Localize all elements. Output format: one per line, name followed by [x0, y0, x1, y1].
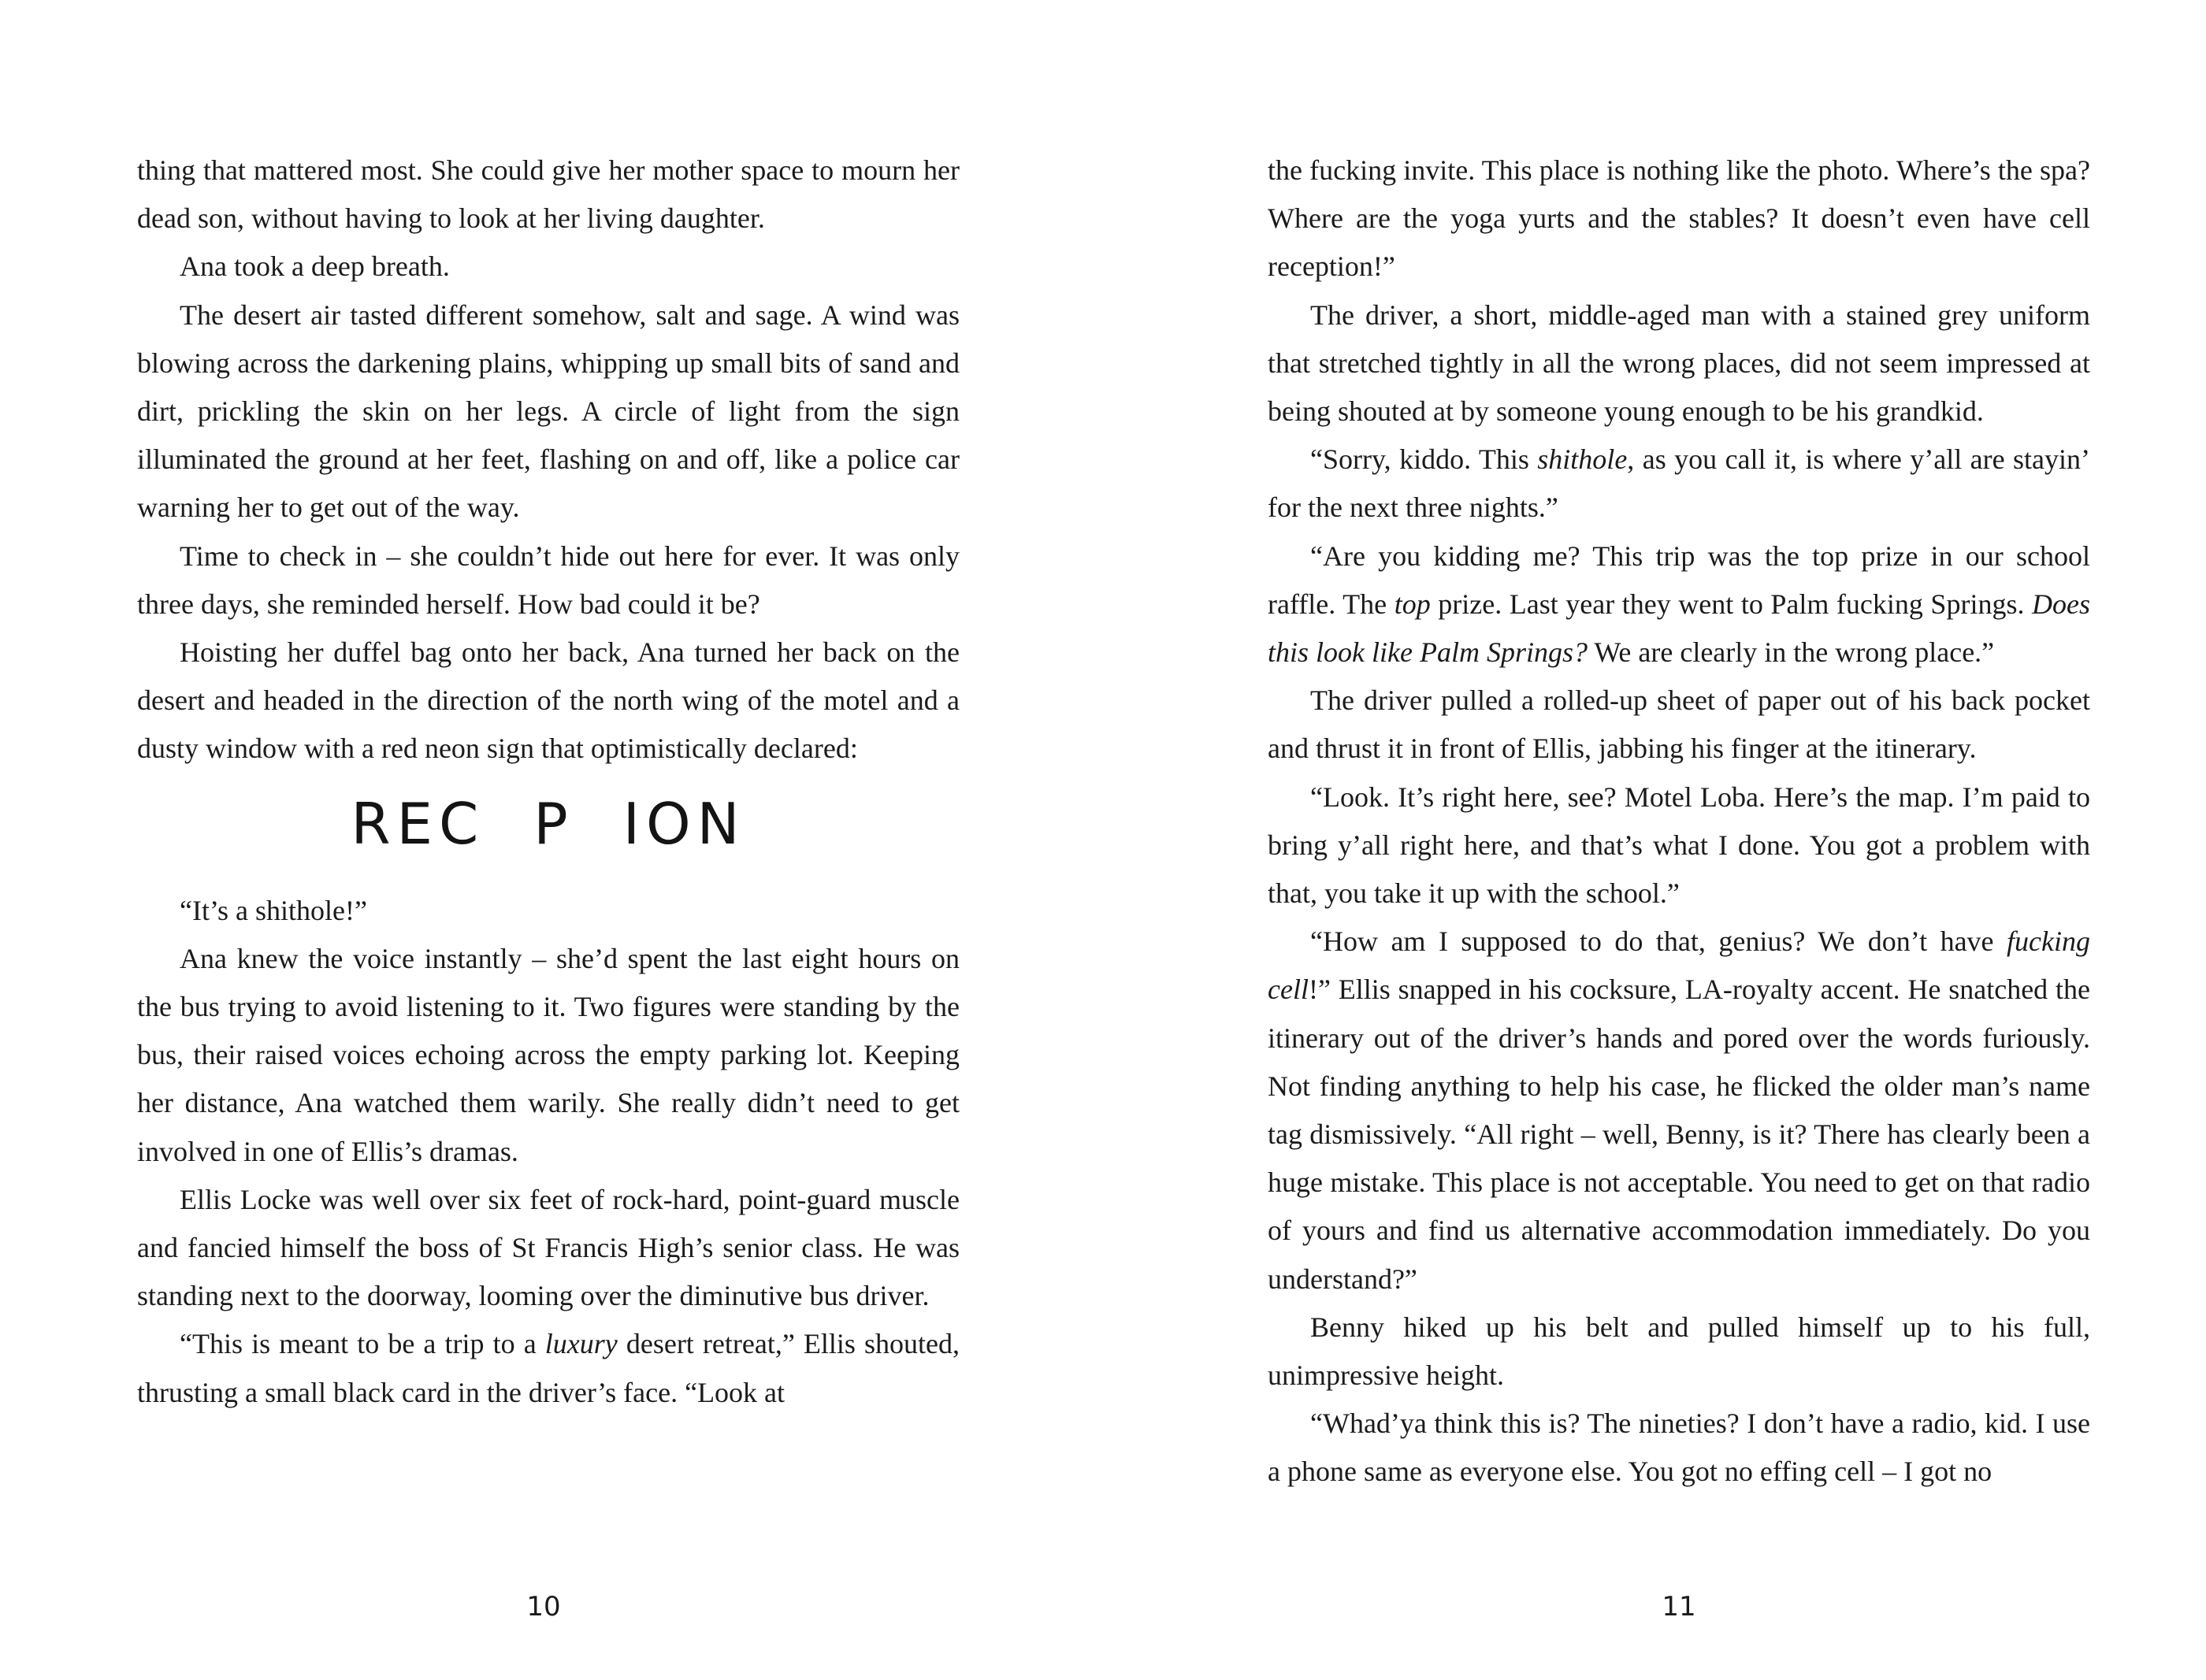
text-run: the fucking invite. This place is nothing like the photo. Where’s the spa? Where are the yoga yurts and the stables? It doesn’t even have cell reception!” [1268, 154, 2090, 283]
text-run: We are clearly in the wrong place.” [1587, 636, 1995, 669]
right-page [1268, 146, 2090, 1496]
paragraph [137, 291, 960, 532]
text-run: Benny hiked up his belt and pulled himself up to his full, unimpressive height. [1268, 1311, 2090, 1392]
text-run: Hoisting her duffel bag onto her back, Ana turned her back on the desert and headed in the direction of the north wing of the motel and a dusty window with a red neon sign that optimistically declared: [137, 636, 960, 765]
text-run: Time to check in – she couldn’t hide out here for ever. It was only three days, she reminded herself. How bad could it be? [137, 540, 960, 620]
text-run: “Whad’ya think this is? The nineties? I don’t have a radio, kid. I use a phone same as everyone else. You got no effing cell – I got no [1268, 1407, 2090, 1488]
italic-text: luxury [544, 1328, 618, 1360]
paragraph [1268, 1400, 2090, 1496]
text-run: desert retreat,” Ellis shouted, thrusting a small black card in the driver’s face. “Look at [137, 1328, 960, 1408]
sign-part: ION [622, 790, 746, 857]
right-page-body [1268, 146, 2090, 1496]
text-run: prize. Last year they went to Palm fucking Springs. [1430, 588, 2032, 620]
text-run: The desert air tasted different somehow, salt and sage. A wind was blowing across the darkening plains, whipping up small bits of sand and dirt, prickling the skin on her legs. A circle of light from the sign illuminated the ground at her feet, flashing on and off, like a police car warning her to get out of the way. [137, 299, 960, 524]
text-run: “Look. It’s right here, see? Motel Loba. Here’s the map. I’m paid to bring y’all right here, and that’s what I done. You got a problem with that, you take it up with the school.” [1268, 781, 2090, 910]
paragraph [137, 629, 960, 773]
text-run: “How am I supposed to do that, genius? We don’t have [1310, 925, 2007, 958]
left-page-body-bottom [137, 887, 960, 1417]
paragraph [137, 1320, 960, 1416]
italic-text: shithole [1537, 443, 1628, 476]
text-run: Ana took a deep breath. [180, 250, 450, 283]
text-run: “Sorry, kiddo. This [1310, 443, 1538, 476]
paragraph [1268, 773, 2090, 918]
text-run: “Are you kidding me? This trip was the top prize in our school raffle. The [1268, 540, 2090, 620]
paragraph [1268, 677, 2090, 773]
text-run: The driver pulled a rolled-up sheet of paper out of his back pocket and thrust it in front of Ellis, jabbing his finger at the itinerary. [1268, 684, 2090, 765]
italic-text: top [1394, 588, 1431, 620]
text-run: Ana knew the voice instantly – she’d spent the last eight hours on the bus trying to avoid listening to it. Two figures were standing by the bus, their raised voices echoing across the empty parking lot. Keeping her distance, Ana watched them warily. She really didn’t need to get involved in one of Ellis’s dramas. [137, 942, 960, 1167]
text-run: “It’s a shithole!” [180, 894, 367, 926]
page-number-right: 11 [1662, 1591, 1696, 1623]
italic-text: Does this look like Palm Springs? [1268, 588, 2090, 669]
text-run: “This is meant to be a trip to a [180, 1328, 545, 1360]
left-page-body-top [137, 146, 960, 773]
text-run: thing that mattered most. She could give her mother space to mourn her dead son, without having to look at her living daughter. [137, 154, 960, 235]
sign-part: P [533, 790, 574, 857]
paragraph [137, 935, 960, 1176]
italic-text: fucking cell [1268, 925, 2090, 1006]
paragraph [1268, 918, 2090, 1304]
paragraph [137, 146, 960, 243]
text-run: , as you call it, is where y’all are stayin’ for the next three nights.” [1268, 443, 2090, 524]
paragraph [1268, 146, 2090, 291]
text-run: !” Ellis snapped in his cocksure, LA-royalty accent. He snatched the itinerary out of the driver’s hands and pored over the words furiously. Not finding anything to help his case, he flicked the older man’s name tag dismissively. “All right – well, Benny, is it? There has clearly been a huge mistake. This place is not acceptable. You need to get on that radio of yours and find us alternative accommodation immediately. Do you understand?” [1268, 974, 2090, 1295]
text-run: Ellis Locke was well over six feet of rock-hard, point-guard muscle and fancied himself the boss of St Francis High’s senior class. He was standing next to the doorway, looming over the diminutive bus driver. [137, 1183, 960, 1312]
text-run: The driver, a short, middle-aged man with a stained grey uniform that stretched tightly in all the wrong places, did not seem impressed at being shouted at by someone young enough to be his grandkid. [1268, 299, 2090, 428]
sign-part: REC [351, 790, 485, 857]
page-number-left: 10 [526, 1591, 561, 1623]
paragraph [1268, 532, 2090, 677]
reception-sign [137, 784, 960, 868]
paragraph [137, 887, 960, 935]
left-page [137, 146, 960, 1417]
paragraph [1268, 1304, 2090, 1400]
paragraph [137, 243, 960, 291]
paragraph [137, 1176, 960, 1321]
paragraph [137, 532, 960, 629]
paragraph [1268, 436, 2090, 532]
paragraph [1268, 291, 2090, 436]
